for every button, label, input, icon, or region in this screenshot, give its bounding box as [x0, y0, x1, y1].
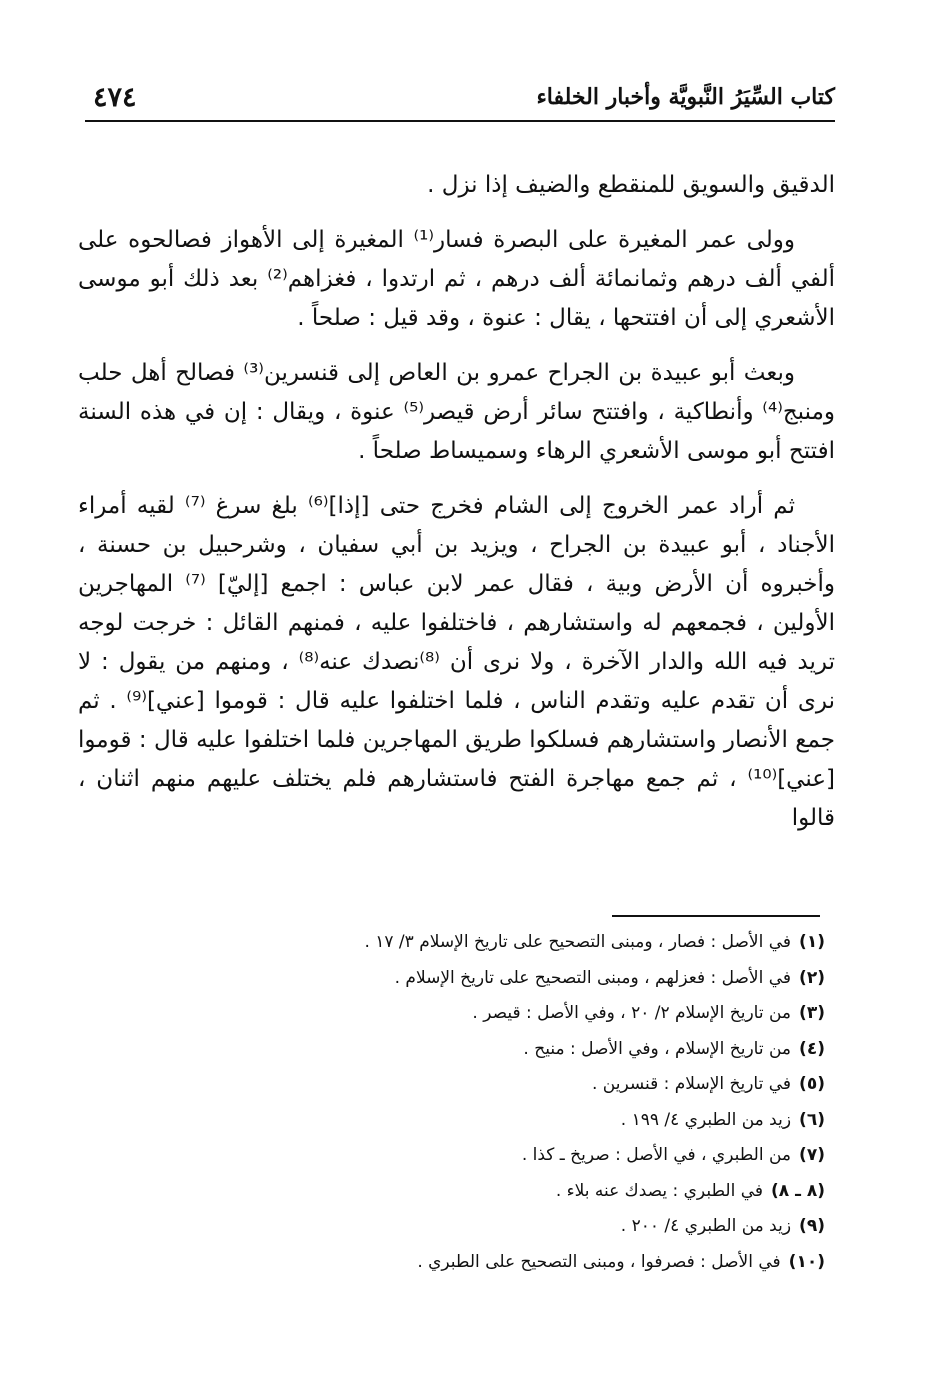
footnote-number: (٩): [799, 1216, 825, 1236]
footnote-text: من تاريخ الإسلام ٢/ ٢٠ ، وفي الأصل : قيصر .: [472, 1003, 792, 1023]
footnotes: [200, 925, 825, 1280]
footnote-number: (٣): [799, 1003, 825, 1023]
footnote-text: زيد من الطبري ٤/ ١٩٩ .: [620, 1109, 792, 1130]
footnote-number: (٥): [799, 1074, 825, 1094]
footnote-number: (١): [799, 932, 825, 952]
footnote-10: [200, 1245, 825, 1281]
footnote-text: من تاريخ الإسلام ، وفي الأصل : منيح .: [523, 1038, 792, 1059]
footnote-text: في الأصل : فصرفوا ، ومبنى التصحيح على الطبري .: [417, 1251, 781, 1272]
page-number: ٤٧٤: [93, 82, 137, 113]
paragraph-2: وولى عمر المغيرة على البصرة فسار⁽¹⁾ المغيرة إلى الأهواز فصالحوه على ألفي ألف درهم وثمانمائة ألف درهم ، ثم ارتدوا ، فغزاهم⁽²⁾ بعد ذلك أبو موسى الأشعري إلى أن افتتحها ، يقال : عنوة ، وقد قيل : صلحاً .: [78, 227, 836, 331]
footnote-6: [200, 1103, 825, 1139]
footnote-8: [200, 1174, 825, 1210]
footnote-3: [200, 996, 825, 1032]
footnote-text: زيد من الطبري ٤/ ٢٠٠ .: [620, 1216, 792, 1236]
page-header: [85, 82, 835, 122]
footnote-text: في الأصل : فصار ، ومبنى التصحيح على تاريخ الإسلام ٣/ ١٧ .: [364, 932, 792, 952]
footnote-number: (٧): [799, 1145, 825, 1165]
footnote-9: [200, 1209, 825, 1245]
running-title: كتاب السِّيَرُ النَّبويَّة وأخبار الخلفاء: [536, 84, 835, 110]
footnote-divider: [612, 915, 820, 917]
footnote-number: (٨ ـ ٨): [771, 1180, 825, 1201]
paragraph-3: وبعث أبو عبيدة بن الجراح عمرو بن العاص إلى قنسرين⁽³⁾ فصالح أهل حلب ومنبج⁽⁴⁾ وأنطاكية ، وافتتح سائر أرض قيصر⁽⁵⁾ عنوة ، ويقال : إن في هذه السنة افتتح أبو موسى الأشعري الرهاء وسميساط صلحاً .: [78, 360, 835, 464]
footnote-text: في الطبري : يصدك عنه بلاء .: [555, 1180, 763, 1201]
footnote-4: [200, 1032, 825, 1068]
footnote-text: في تاريخ الإسلام : قنسرين .: [591, 1074, 792, 1094]
footnote-number: (٦): [799, 1109, 825, 1130]
footnote-7: [200, 1138, 825, 1174]
footnote-number: (١٠): [788, 1251, 825, 1272]
footnote-text: من الطبري ، في الأصل : صريخ ـ كذا .: [521, 1145, 792, 1165]
main-text: [78, 166, 835, 854]
paragraph-1: الدقيق والسويق للمنقطع والضيف إذا نزل .: [427, 172, 835, 198]
header-divider: [85, 120, 835, 122]
footnote-2: [200, 961, 825, 997]
footnote-1: [200, 925, 825, 961]
footnote-text: في الأصل : فعزلهم ، ومبنى التصحيح على تاريخ الإسلام .: [394, 967, 792, 988]
footnote-5: [200, 1067, 825, 1103]
footnote-number: (٢): [799, 967, 825, 988]
paragraph-4: ثم أراد عمر الخروج إلى الشام فخرج حتى [إذا]⁽⁶⁾ بلغ سرغ ⁽⁷⁾ لقيه أمراء الأجناد ، أبو عبيدة بن الجراح ، ويزيد بن أبي سفيان ، وشرحبيل بن حسنة ، وأخبروه أن الأرض وبية ، فقال عمر لابن عباس : اجمع [إليّ] ⁽⁷⁾ المهاجرين الأولين ، فجمعهم له واستشارهم ، فاختلفوا عليه ، فمنهم القائل : خرجت لوجه تريد فيه الله والدار الآخرة ، ولا نرى أن ⁽⁸⁾نصدك عنه⁽⁸⁾ ، ومنهم من يقول : لا نرى أن تقدم عليه وتقدم الناس ، فلما اختلفوا عليه قال : قوموا [عني]⁽⁹⁾ . ثم جمع الأنصار واستشارهم فسلكوا طريق المهاجرين فلما اختلفوا عليه قال : قوموا [عني]⁽¹⁰⁾ ، ثم جمع مهاجرة الفتح فاستشارهم فلم يختلف عليهم منهم اثنان ، قالوا: [78, 493, 835, 831]
footnote-number: (٤): [799, 1038, 825, 1059]
